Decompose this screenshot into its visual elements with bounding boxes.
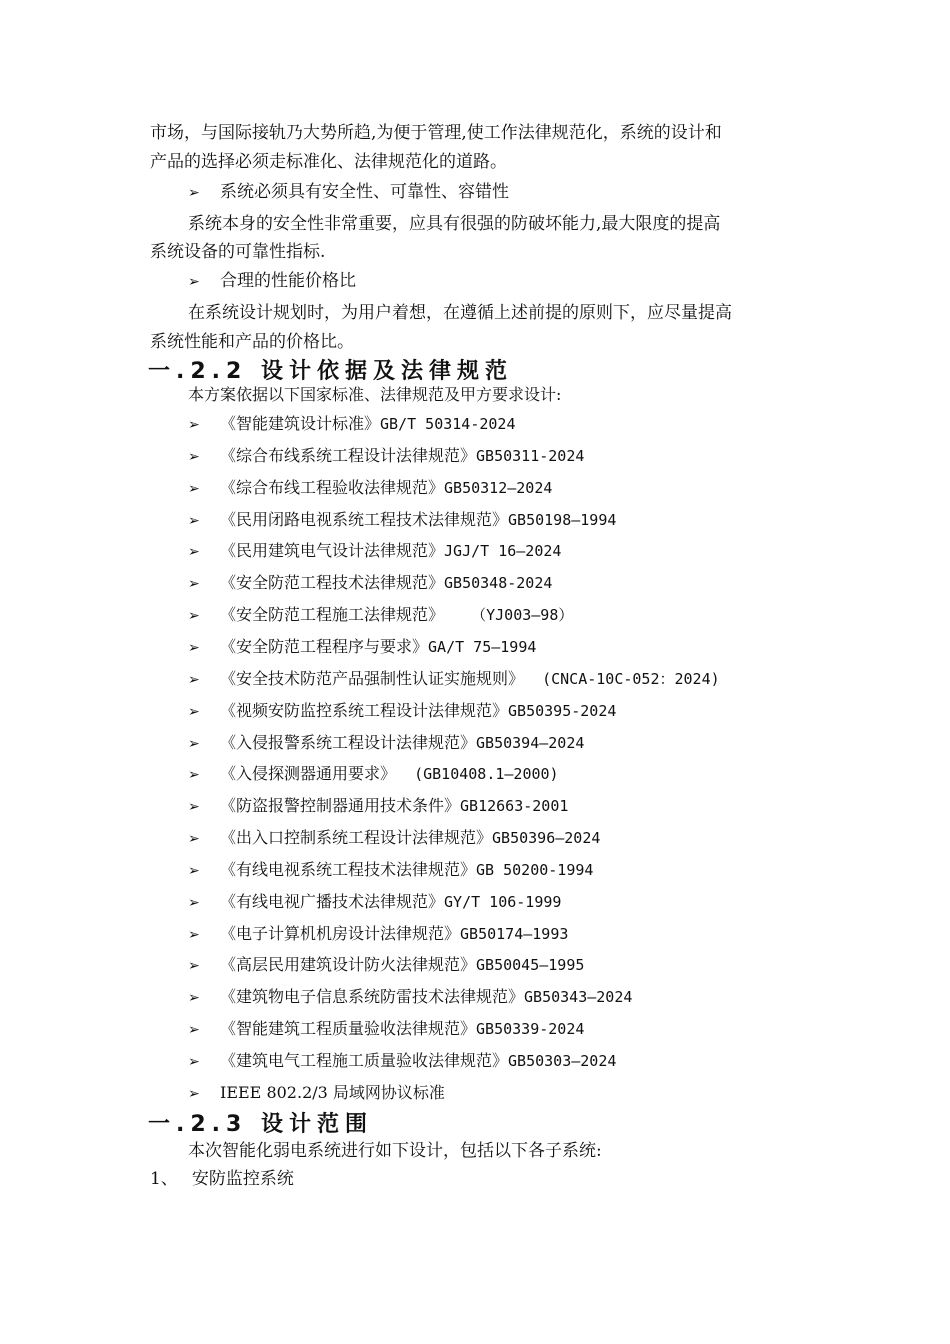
standard-title: 《入侵报警系统工程设计法律规范》 <box>220 732 477 752</box>
arrow-bullet-icon: ➢ <box>188 448 200 465</box>
paragraph-line: 产品的选择必须走标准化、法律规范化的道路。 <box>150 152 507 172</box>
standard-item <box>188 891 561 914</box>
arrow-bullet-icon: ➢ <box>188 544 200 561</box>
standard-item <box>188 540 561 563</box>
standard-item <box>188 986 632 1009</box>
standard-code: GB50394—2024 <box>476 733 585 752</box>
arrow-bullet-icon: ➢ <box>188 1022 200 1039</box>
section-intro: 本次智能化弱电系统进行如下设计，包括以下各子系统: <box>188 1141 602 1161</box>
arrow-bullet-icon: ➢ <box>188 1054 200 1070</box>
standard-item <box>188 859 593 882</box>
standard-code: GB 50200-1994 <box>476 860 594 879</box>
section-intro: 本方案依据以下国家标准、法律规范及甲方要求设计: <box>188 385 562 404</box>
arrow-bullet-icon: ➢ <box>188 894 200 911</box>
standard-code: GB50396—2024 <box>492 829 601 848</box>
standard-item <box>188 445 584 468</box>
arrow-bullet-icon: ➢ <box>188 735 200 752</box>
standard-title: 《安全技术防范产品强制性认证实施规则》 <box>220 668 525 688</box>
standard-item <box>188 413 515 436</box>
principle-label: 系统必须具有安全性、可靠性、容错性 <box>220 182 509 202</box>
standard-code: （YJ003—98） <box>444 606 574 625</box>
arrow-bullet-icon: ➢ <box>188 926 200 943</box>
standard-item <box>188 1050 616 1073</box>
standard-title: 《安全防范工程技术法律规范》 <box>220 573 445 593</box>
standard-item <box>188 827 600 850</box>
arrow-bullet-icon: ➢ <box>188 274 200 290</box>
standard-title: 《民用建筑电气设计法律规范》 <box>220 541 445 561</box>
standard-title: 《高层民用建筑设计防火法律规范》 <box>220 955 477 975</box>
standard-code: (CNCA-10C-052：2024) <box>524 669 720 688</box>
principle-bullet <box>188 270 356 293</box>
paragraph-line: 系统本身的安全性非常重要，应具有很强的防破坏能力,最大限度的提高 <box>188 214 721 234</box>
standard-title: IEEE 802.2/3 局域网协议标准 <box>220 1082 445 1102</box>
standard-code: GA/T 75—1994 <box>428 637 537 656</box>
standard-title: 《安全防范工程程序与要求》 <box>220 636 429 656</box>
arrow-bullet-icon: ➢ <box>188 990 200 1007</box>
standard-code: GB50312—2024 <box>444 478 553 497</box>
standard-item <box>188 923 568 946</box>
arrow-bullet-icon: ➢ <box>188 767 200 784</box>
standard-item <box>188 1018 584 1041</box>
section-heading: 一.2.3 设计范围 <box>148 1112 373 1137</box>
standard-title: 《智能建筑工程质量验收法律规范》 <box>220 1019 477 1039</box>
standard-item <box>188 477 552 500</box>
paragraph-line: 系统性能和产品的价格比。 <box>150 332 354 352</box>
paragraph-line: 市场，与国际接轨乃大势所趋,为便于管理,使工作法律规范化，系统的设计和 <box>150 123 722 143</box>
standard-title: 《综合布线系统工程设计法律规范》 <box>220 445 477 465</box>
standard-title: 《入侵探测器通用要求》 <box>220 764 397 784</box>
standard-code: GB50311-2024 <box>476 446 585 465</box>
arrow-bullet-icon: ➢ <box>188 671 200 688</box>
standard-code: GY/T 106-1999 <box>444 892 562 911</box>
arrow-bullet-icon: ➢ <box>188 958 200 975</box>
arrow-bullet-icon: ➢ <box>188 512 200 529</box>
arrow-bullet-icon: ➢ <box>188 576 200 593</box>
standard-item <box>188 604 573 627</box>
paragraph-line: 在系统设计规划时，为用户着想，在遵循上述前提的原则下，应尽量提高 <box>188 303 732 323</box>
standard-code: JGJ/T 16—2024 <box>444 542 562 561</box>
standard-item <box>188 763 559 786</box>
standard-code: GB/T 50314-2024 <box>380 415 516 433</box>
arrow-bullet-icon: ➢ <box>188 703 200 720</box>
arrow-bullet-icon: ➢ <box>188 831 200 848</box>
paragraph-line: 系统设备的可靠性指标. <box>150 242 326 262</box>
standard-title: 《民用闭路电视系统工程技术法律规范》 <box>220 509 509 529</box>
standard-title: 《建筑电气工程施工质量验收法律规范》 <box>220 1051 509 1070</box>
standard-title: 《建筑物电子信息系统防雷技术法律规范》 <box>220 987 525 1007</box>
standard-code: GB50303—2024 <box>508 1052 617 1070</box>
standard-title: 《视频安防监控系统工程设计法律规范》 <box>220 700 509 720</box>
standard-item <box>188 732 584 755</box>
scope-item <box>150 1168 294 1190</box>
standard-title: 《出入口控制系统工程设计法律规范》 <box>220 828 493 848</box>
standard-title: 《防盗报警控制器通用技术条件》 <box>220 796 461 816</box>
standard-item <box>188 795 568 818</box>
standard-item <box>188 954 584 977</box>
standard-item <box>188 572 552 595</box>
standard-title: 《智能建筑设计标准》 <box>220 414 381 433</box>
standard-item <box>188 668 720 691</box>
standard-item <box>188 509 616 532</box>
arrow-bullet-icon: ➢ <box>188 185 200 201</box>
standard-code: GB50343—2024 <box>524 988 633 1007</box>
arrow-bullet-icon: ➢ <box>188 862 200 879</box>
standard-code: GB50339-2024 <box>476 1020 585 1039</box>
arrow-bullet-icon: ➢ <box>188 639 200 656</box>
section-heading: 一.2.2 设计依据及法律规范 <box>148 359 513 384</box>
principle-label: 合理的性能价格比 <box>220 271 356 291</box>
standard-title: 《有线电视系统工程技术法律规范》 <box>220 859 477 879</box>
arrow-bullet-icon: ➢ <box>188 799 200 816</box>
standard-code: GB50395-2024 <box>508 701 617 720</box>
standard-item <box>188 700 616 723</box>
standard-code: GB50198—1994 <box>508 510 617 529</box>
standard-code: GB50045—1995 <box>476 956 585 975</box>
scope-item-number: 1、 <box>150 1169 178 1189</box>
arrow-bullet-icon: ➢ <box>188 608 200 625</box>
standard-code: (GB10408.1—2000) <box>396 765 559 784</box>
arrow-bullet-icon: ➢ <box>188 417 200 433</box>
standard-title: 《综合布线工程验收法律规范》 <box>220 477 445 497</box>
standard-title: 《有线电视广播技术法律规范》 <box>220 891 445 911</box>
standard-title: 《安全防范工程施工法律规范》 <box>220 605 445 625</box>
standard-item <box>188 1082 445 1105</box>
scope-item-label: 安防监控系统 <box>191 1169 294 1189</box>
standard-code: GB50174—1993 <box>460 924 569 943</box>
standard-code: GB50348-2024 <box>444 574 553 593</box>
standard-code: GB12663-2001 <box>460 797 569 816</box>
standard-title: 《电子计算机机房设计法律规范》 <box>220 923 461 943</box>
standard-item <box>188 636 536 659</box>
arrow-bullet-icon: ➢ <box>188 480 200 497</box>
principle-bullet <box>188 181 509 204</box>
arrow-bullet-icon: ➢ <box>188 1085 200 1102</box>
